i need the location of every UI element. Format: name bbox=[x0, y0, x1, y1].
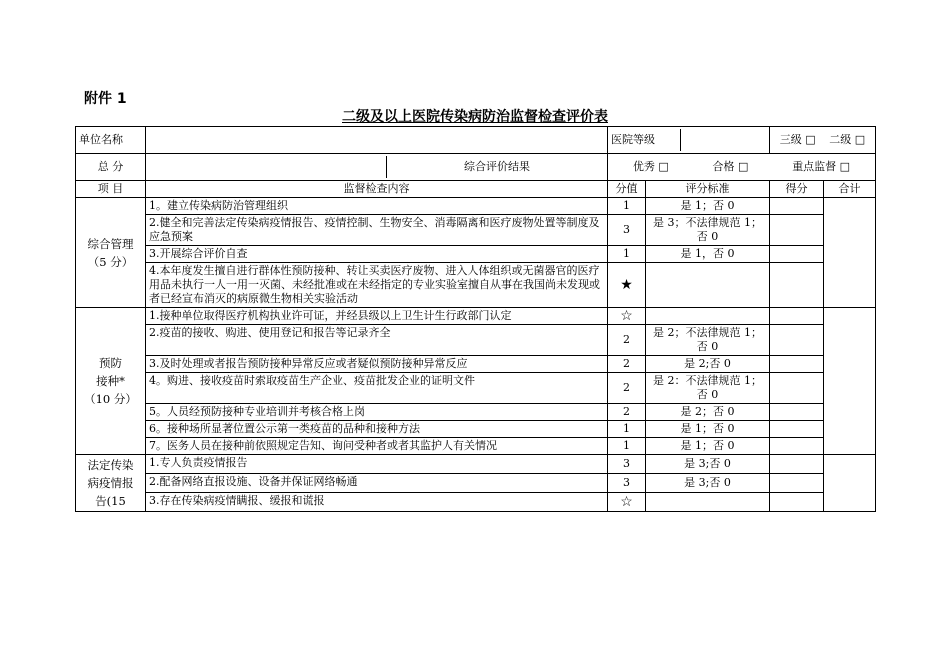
table-row bbox=[76, 198, 876, 215]
section-name: 综合管理 （5 分） bbox=[76, 198, 146, 308]
row-content: 4.本年度发生擅自进行群体性预防接种、转让买卖医疗废物、进入人体组织或无菌器官的医疗用品未执行一人一用一灭菌、未经批准或在未经指定的专业实验室擅自从事在我国尚未发现或者已经宣布消灭的病原微生物相关实验活动 bbox=[146, 263, 608, 308]
row-criteria bbox=[646, 308, 770, 325]
row-points: 1 bbox=[608, 438, 646, 455]
row-criteria: 是 1；否 0 bbox=[646, 198, 770, 215]
overall-result-label: 综合评价结果 bbox=[386, 156, 607, 178]
table-row bbox=[76, 421, 876, 438]
row-score bbox=[770, 404, 824, 421]
result-pass[interactable]: 合格 □ bbox=[712, 160, 749, 173]
section-name: 法定传染 病疫情报 告(15 bbox=[76, 455, 146, 512]
inspection-table bbox=[75, 126, 876, 512]
row-points: 2 bbox=[608, 373, 646, 404]
row-points: 3 bbox=[608, 215, 646, 246]
col-criteria: 评分标准 bbox=[646, 181, 770, 198]
hospital-level-label: 医院等级 bbox=[608, 129, 681, 151]
row-score bbox=[770, 308, 824, 325]
row-points: ☆ bbox=[608, 493, 646, 512]
row-criteria: 是 1；否 0 bbox=[646, 421, 770, 438]
row-criteria: 是 3;否 0 bbox=[646, 455, 770, 474]
col-total: 合计 bbox=[824, 181, 876, 198]
col-points: 分值 bbox=[608, 181, 646, 198]
table-row bbox=[76, 263, 876, 308]
row-content: 3.及时处理或者报告预防接种异常反应或者疑似预防接种异常反应 bbox=[146, 356, 608, 373]
row-points: ☆ bbox=[608, 308, 646, 325]
document-title: 二级及以上医院传染病防治监督检查评价表 bbox=[342, 109, 608, 125]
row-content: 1.接种单位取得医疗机构执业许可证，并经县级以上卫生计生行政部门认定 bbox=[146, 308, 608, 325]
row-criteria: 是 2;否 0 bbox=[646, 356, 770, 373]
table-row bbox=[76, 493, 876, 512]
row-points: 2 bbox=[608, 356, 646, 373]
table-row bbox=[76, 373, 876, 404]
row-criteria: 是 3；不法律规范 1；否 0 bbox=[646, 215, 770, 246]
table-row bbox=[76, 325, 876, 356]
row-score bbox=[770, 198, 824, 215]
row-score bbox=[770, 246, 824, 263]
row-points: ★ bbox=[608, 263, 646, 308]
row-points: 1 bbox=[608, 246, 646, 263]
row-points: 1 bbox=[608, 198, 646, 215]
row-points: 2 bbox=[608, 404, 646, 421]
row-score bbox=[770, 493, 824, 512]
table-row bbox=[76, 438, 876, 455]
overall-cell bbox=[146, 154, 608, 181]
row-criteria: 是 3;否 0 bbox=[646, 474, 770, 493]
attachment-label: 附件 1 bbox=[84, 91, 127, 107]
row-score bbox=[770, 474, 824, 493]
section-total bbox=[824, 455, 876, 512]
total-score-label: 总 分 bbox=[76, 154, 146, 181]
table-row bbox=[76, 308, 876, 325]
unit-name-label: 单位名称 bbox=[76, 127, 146, 154]
row-score bbox=[770, 325, 824, 356]
unit-name-value bbox=[146, 127, 608, 154]
col-score: 得分 bbox=[770, 181, 824, 198]
column-header-row bbox=[76, 181, 876, 198]
row-points: 1 bbox=[608, 421, 646, 438]
row-score bbox=[770, 373, 824, 404]
table-row bbox=[76, 215, 876, 246]
col-content: 监督检查内容 bbox=[146, 181, 608, 198]
row-content: 2.疫苗的接收、购进、使用登记和报告等记录齐全 bbox=[146, 325, 608, 356]
level-options bbox=[770, 127, 876, 154]
level-option-3[interactable]: 三级 □ bbox=[779, 133, 816, 146]
row-criteria: 是 1；否 0 bbox=[646, 438, 770, 455]
level-option-2[interactable]: 二级 □ bbox=[829, 133, 866, 146]
row-criteria: 是 1，否 0 bbox=[646, 246, 770, 263]
row-content: 1。建立传染病防治管理组织 bbox=[146, 198, 608, 215]
table-row bbox=[76, 474, 876, 493]
row-content: 3.开展综合评价自查 bbox=[146, 246, 608, 263]
result-excellent[interactable]: 优秀 □ bbox=[632, 160, 669, 173]
header-row-total bbox=[76, 154, 876, 181]
section-total bbox=[824, 198, 876, 308]
table-row bbox=[76, 356, 876, 373]
row-criteria: 是 2；否 0 bbox=[646, 404, 770, 421]
table-row bbox=[76, 404, 876, 421]
row-criteria bbox=[646, 493, 770, 512]
row-criteria: 是 2；不法律规范 1；否 0 bbox=[646, 325, 770, 356]
section-total bbox=[824, 308, 876, 455]
col-item: 项 目 bbox=[76, 181, 146, 198]
row-content: 5。人员经预防接种专业培训并考核合格上岗 bbox=[146, 404, 608, 421]
row-points: 2 bbox=[608, 325, 646, 356]
row-score bbox=[770, 421, 824, 438]
row-score bbox=[770, 215, 824, 246]
section-name: 预防 接种* （10 分） bbox=[76, 308, 146, 455]
row-points: 3 bbox=[608, 474, 646, 493]
row-score bbox=[770, 438, 824, 455]
row-content: 4。购进、接收疫苗时索取疫苗生产企业、疫苗批发企业的证明文件 bbox=[146, 373, 608, 404]
table-row bbox=[76, 455, 876, 474]
header-row-unit bbox=[76, 127, 876, 154]
table-row bbox=[76, 246, 876, 263]
result-options bbox=[608, 154, 876, 181]
hospital-level-cell bbox=[608, 127, 770, 154]
row-content: 2.配备网络直报设施、设备并保证网络畅通 bbox=[146, 474, 608, 493]
row-criteria: 是 2：不法律规范 1；否 0 bbox=[646, 373, 770, 404]
row-score bbox=[770, 455, 824, 474]
result-key-supervision[interactable]: 重点监督 □ bbox=[792, 160, 851, 173]
row-score bbox=[770, 356, 824, 373]
row-content: 7。医务人员在接种前依照规定告知、询问受种者或者其监护人有关情况 bbox=[146, 438, 608, 455]
row-content: 2.健全和完善法定传染病疫情报告、疫情控制、生物安全、消毒隔离和医疗废物处置等制度及应急预案 bbox=[146, 215, 608, 246]
row-content: 1.专人负责疫情报告 bbox=[146, 455, 608, 474]
row-criteria bbox=[646, 263, 770, 308]
row-score bbox=[770, 263, 824, 308]
row-content: 6。接种场所显著位置公示第一类疫苗的品种和接种方法 bbox=[146, 421, 608, 438]
row-content: 3.存在传染病疫情瞒报、缓报和谎报 bbox=[146, 493, 608, 512]
row-points: 3 bbox=[608, 455, 646, 474]
